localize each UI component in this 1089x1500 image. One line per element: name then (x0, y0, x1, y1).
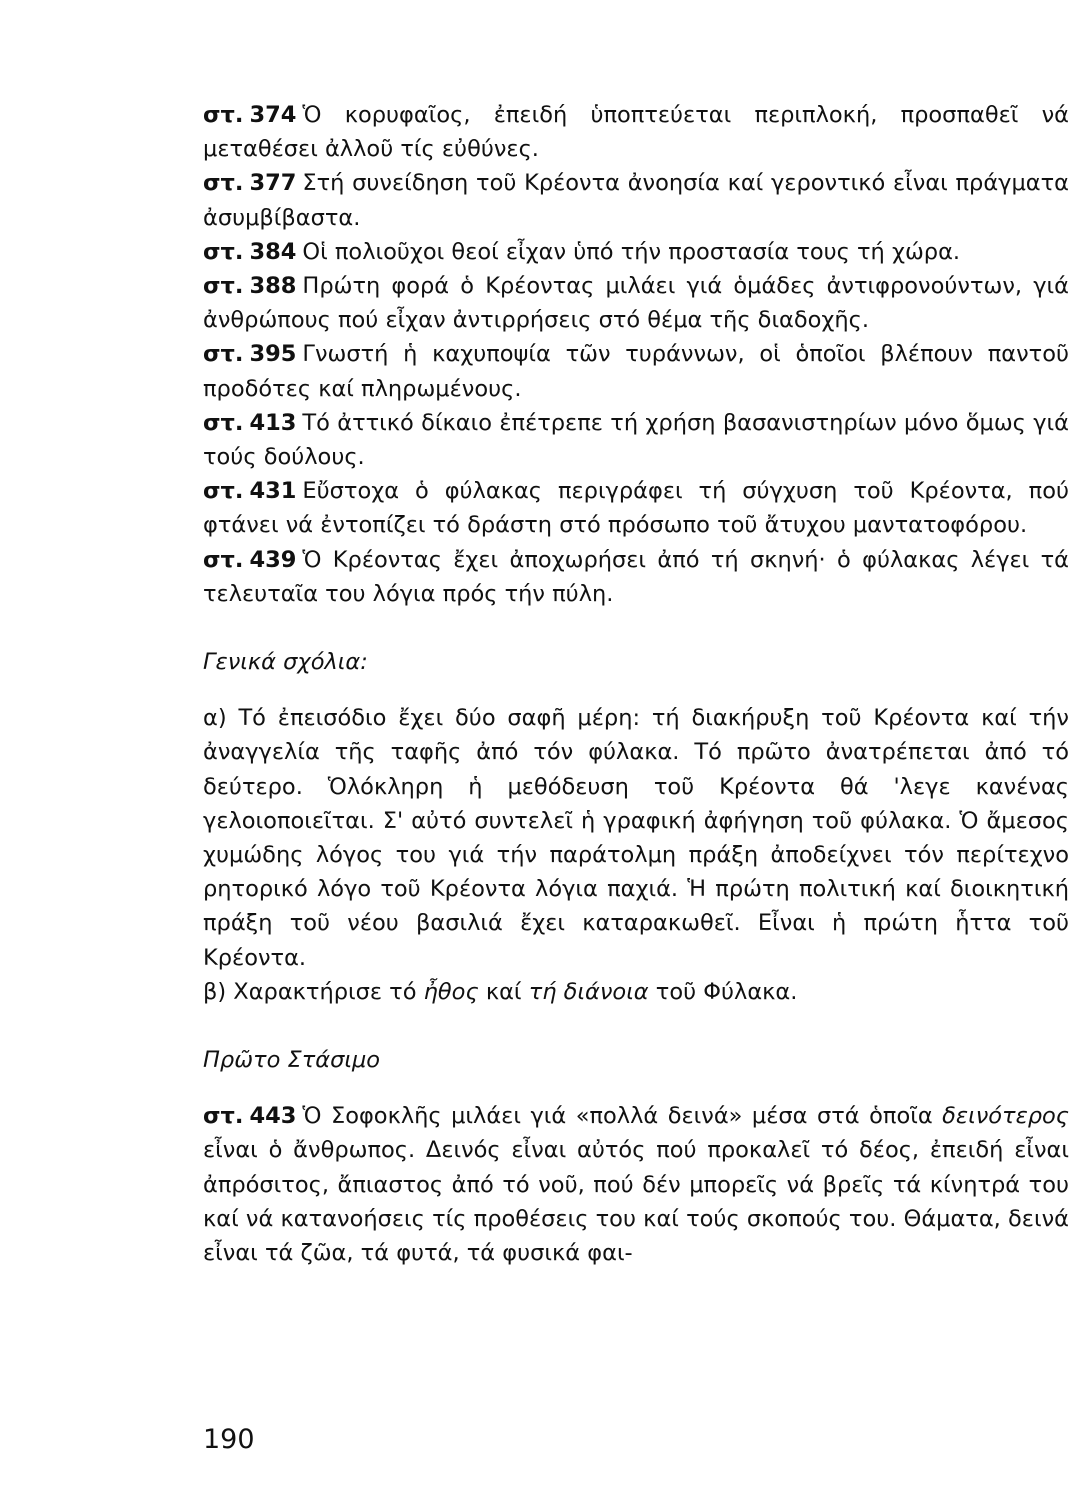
para-b-ethos: ἦθος (423, 978, 479, 1005)
note-text: Πρώτη φορά ὁ Κρέοντας μιλάει γιά ὁμάδες ἀντιφρονούντων, γιά ἀνθρώπους πού εἶχαν ἀντιρρήσεις στό θέμα τῆς διαδοχῆς. (203, 273, 1069, 334)
note-label: στ. (203, 409, 244, 436)
note-label: στ. (203, 170, 244, 197)
note-number: 388 (249, 273, 297, 300)
note-number: 431 (249, 478, 297, 505)
note-413 (203, 406, 1069, 474)
note-number: 374 (249, 102, 297, 128)
note-text: Οἱ πολιοῦχοι θεοί εἶχαν ὑπό τήν προστασία τους τή χώρα. (302, 238, 961, 265)
general-paragraph-b (203, 975, 1069, 1009)
note-439 (203, 543, 1069, 611)
note-label: στ. (203, 238, 244, 265)
note-443 (203, 1099, 1069, 1270)
note-label: στ. (203, 546, 244, 573)
page-content (203, 98, 1069, 1270)
note-label: στ. (203, 1103, 244, 1130)
note-text: Στή συνείδηση τοῦ Κρέοντα ἀνοησία καί γεροντικό εἶναι πράγματα ἀσυμβίβαστα. (203, 170, 1069, 231)
para-b-and: καί (485, 978, 522, 1005)
note-number: 439 (249, 546, 297, 573)
note-label: στ. (203, 341, 244, 368)
page-number: 190 (203, 1424, 255, 1455)
note-label: στ. (203, 478, 244, 505)
note-text: Γνωστή ἡ καχυποψία τῶν τυράννων, οἱ ὁποῖοι βλέπουν παντοῦ προδότες καί πληρωμένους. (203, 341, 1069, 402)
first-stasimon-title: Πρῶτο Στάσιμο (203, 1047, 381, 1074)
para-b-dianoia: τή διάνοια (528, 978, 649, 1005)
note-number: 377 (249, 170, 297, 197)
note-text: Ὁ Κρέοντας ἔχει ἀποχωρήσει ἀπό τή σκηνή· ὁ φύλακας λέγει τά τελευταῖα του λόγια πρός τήν πύλη. (203, 546, 1069, 607)
note-text: Εὔστοχα ὁ φύλακας περιγράφει τή σύγχυση τοῦ Κρέοντα, πού φτάνει νά ἐντοπίζει τό δράστη στό πρόσωπο τοῦ ἄτυχου μαντατοφόρου. (203, 478, 1069, 539)
note-text-before: Ὁ Σοφοκλῆς μιλάει γιά «πολλά δεινά» μέσα στά ὁποῖα (302, 1103, 933, 1130)
para-b-prefix: β) Χαρακτήρισε τό (203, 978, 417, 1005)
note-text: Τό ἀττικό δίκαιο ἐπέτρεπε τή χρήση βασανιστηρίων μόνο ὅμως γιά τούς δούλους. (203, 409, 1069, 471)
note-text: Ὁ κορυφαῖος, ἐπειδή ὑποπτεύεται περιπλοκή, προσπαθεῖ νά μεταθέσει ἀλλοῦ τίς εὐθύνες. (203, 102, 1069, 163)
general-comments-title: Γενικά σχόλια: (203, 649, 368, 676)
note-label: στ. (203, 273, 244, 300)
note-384 (203, 235, 1069, 269)
note-text-after: εἶναι ὁ ἄνθρωπος. Δεινός εἶναι αὐτός πού προκαλεῖ τό δέος, ἐπειδή εἶναι ἀπρόσιτος, ἄπιαστος ἀπό τό νοῦ, πού δέν μπορεῖς νά βρεῖς τά κίνητρά του καί νά κατανοήσεις τίς προθέσεις του καί τούς σκοπούς του. Θάματα, δεινά εἶναι τά ζῶα, τά φυτά, τά φυσικά φαι- (203, 1137, 1069, 1267)
note-number: 395 (249, 341, 297, 368)
note-431 (203, 474, 1069, 542)
note-395 (203, 337, 1069, 405)
general-paragraph-a: α) Τό ἐπεισόδιο ἔχει δύο σαφῆ μέρη: τή διακήρυξη τοῦ Κρέοντα καί τήν ἀναγγελία τῆς ταφῆς ἀπό τόν φύλακα. Τό πρῶτο ἀνατρέπεται ἀπό τό δεύτερο. Ὁλόκληρη ἡ μεθόδευση τοῦ Κρέοντα θά 'λεγε κανένας γελοιοποιεῖται. Σ' αὐτό συντελεῖ ἡ γραφική ἀφήγηση τοῦ φύλακα. Ὁ ἄμεσος χυμώδης λόγος του γιά τήν παράτολμη πράξη ἀποδείχνει τόν περίτεχνο ρητορικό λόγο τοῦ Κρέοντα λόγια παχιά. Ἡ πρώτη πολιτική καί διοικητική πράξη τοῦ νέου βασιλιά ἔχει καταρακωθεῖ. Εἶναι ἡ πρώτη ἧττα τοῦ Κρέοντα. (203, 705, 1069, 971)
para-b-suffix: τοῦ Φύλακα. (655, 978, 798, 1005)
note-374 (203, 98, 1069, 166)
note-label: στ. (203, 102, 244, 128)
note-number: 413 (249, 409, 297, 436)
note-388 (203, 269, 1069, 337)
note-italic-word: δεινότερος (942, 1103, 1069, 1130)
note-number: 384 (249, 238, 297, 265)
note-377 (203, 166, 1069, 234)
note-number: 443 (249, 1103, 297, 1130)
